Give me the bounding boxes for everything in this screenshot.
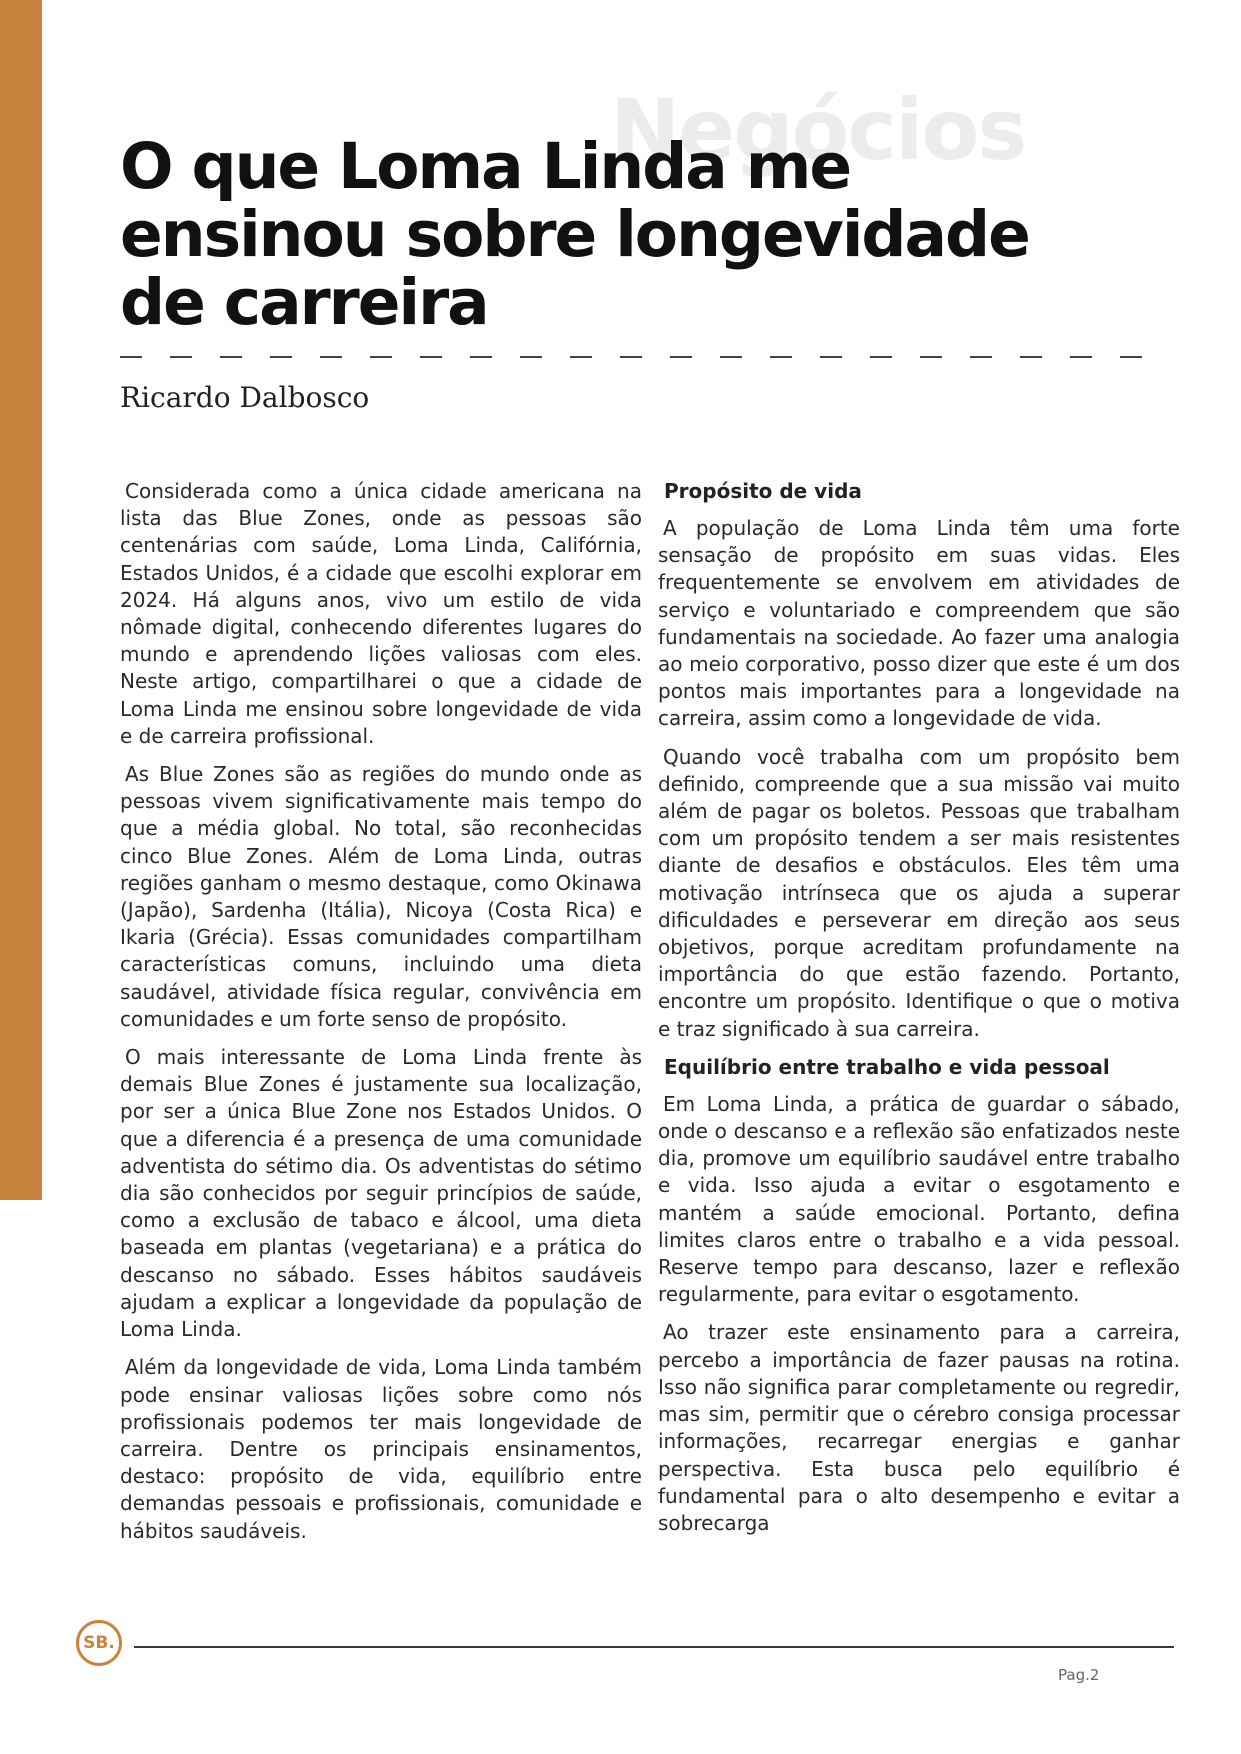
body-paragraph: Quando você trabalha com um propósito bem definido, compreende que a sua missão vai muito além de pagar os boletos. Pessoas que trabalham com um propósito tendem a ser mais resistentes diante de desafios e obstáculos. Eles têm uma motivação intrínseca que os ajuda a superar dificuldades e perseverar em direção aos seus objetivos, porque acreditam profundamente na importância do que estão fazendo. Portanto, encontre um propósito. Identifique o que o motiva e traz significado à sua carreira. — [658, 744, 1180, 1041]
title-dashed-divider — [120, 356, 1152, 358]
section-watermark: Negócios — [610, 81, 1026, 179]
page-number: Pag.2 — [1058, 1666, 1100, 1684]
article-title: O que Loma Linda me ensinou sobre longevidade de carreira — [120, 130, 1029, 339]
right-column — [658, 478, 1180, 1548]
left-column — [120, 478, 642, 1556]
body-paragraph: Além da longevidade de vida, Loma Linda também pode ensinar valiosas lições sobre como nós profissionais podemos ter mais longevidade de carreira. Dentre os principais ensinamentos, destaco: propósito de vida, equilíbrio entre demandas pessoais e profissionais, comunidade e hábitos saudáveis. — [120, 1355, 642, 1543]
body-paragraph: A população de Loma Linda têm uma forte sensação de propósito em suas vidas. Eles frequentemente se envolvem em atividades de serviço e voluntariado e compreendem que são fundamentais na sociedade. Ao fazer uma analogia ao meio corporativo, posso dizer que este é um dos pontos mais importantes para a longevidade na carreira, assim como a longevidade de vida. — [658, 516, 1180, 731]
footer-divider — [134, 1646, 1174, 1648]
body-paragraph: O mais interessante de Loma Linda frente às demais Blue Zones é justamente sua localização, por ser a única Blue Zone nos Estados Unidos. O que a diferencia é a presença de uma comunidade adventista do sétimo dia. Os adventistas do sétimo dia são conhecidos por seguir princípios de saúde, como a exclusão de tabaco e álcool, uma dieta baseada em plantas (vegetariana) e a prática do descanso no sábado. Esses hábitos saudáveis ajudam a explicar a longevidade da população de Loma Linda. — [120, 1045, 642, 1342]
sb-logo-icon: SB. — [76, 1620, 122, 1666]
body-paragraph: Em Loma Linda, a prática de guardar o sábado, onde o descanso e a reflexão são enfatizados neste dia, promove um equilíbrio saudável entre trabalho e vida. Isso ajuda a evitar o esgotamento e mantém a saúde emocional. Portanto, defina limites claros entre o trabalho e a vida pessoal. Reserve tempo para descanso, lazer e reflexão regularmente, para evitar o esgotamento. — [658, 1091, 1180, 1307]
body-paragraph: Considerada como a única cidade americana na lista das Blue Zones, onde as pessoas são centenárias com saúde, Loma Linda, Califórnia, Estados Unidos, é a cidade que escolhi explorar em 2024. Há alguns anos, vivo um estilo de vida nômade digital, conhecendo diferentes lugares do mundo e aprendendo lições valiosas com eles. Neste artigo, compartilharei o que a cidade de Loma Linda me ensinou sobre longevidade de vida e de carreira profissional. — [120, 479, 642, 748]
section-heading-purpose: Propósito de vida — [664, 479, 862, 503]
section-heading-balance: Equilíbrio entre trabalho e vida pessoal — [664, 1054, 1110, 1079]
accent-side-bar — [0, 0, 42, 1200]
body-paragraph: Ao trazer este ensinamento para a carreira, percebo a importância de fazer pausas na rotina. Isso não significa parar completamente ou regredir, mas sim, permitir que o cérebro consiga processar informações, recarregar energias e ganhar perspectiva. Esta busca pelo equilíbrio é fundamental para o alto desempenho e evitar a sobrecarga — [658, 1320, 1180, 1535]
body-paragraph: As Blue Zones são as regiões do mundo onde as pessoas vivem significativamente mais tempo do que a média global. No total, são reconhecidas cinco Blue Zones. Além de Loma Linda, outras regiões ganham o mesmo destaque, como Okinawa (Japão), Sardenha (Itália), Nicoya (Costa Rica) e Ikaria (Grécia). Essas comunidades compartilham características comuns, incluindo uma dieta saudável, atividade física regular, convivência em comunidades e um forte senso de propósito. — [120, 762, 642, 1031]
author-name: Ricardo Dalbosco — [120, 381, 370, 414]
